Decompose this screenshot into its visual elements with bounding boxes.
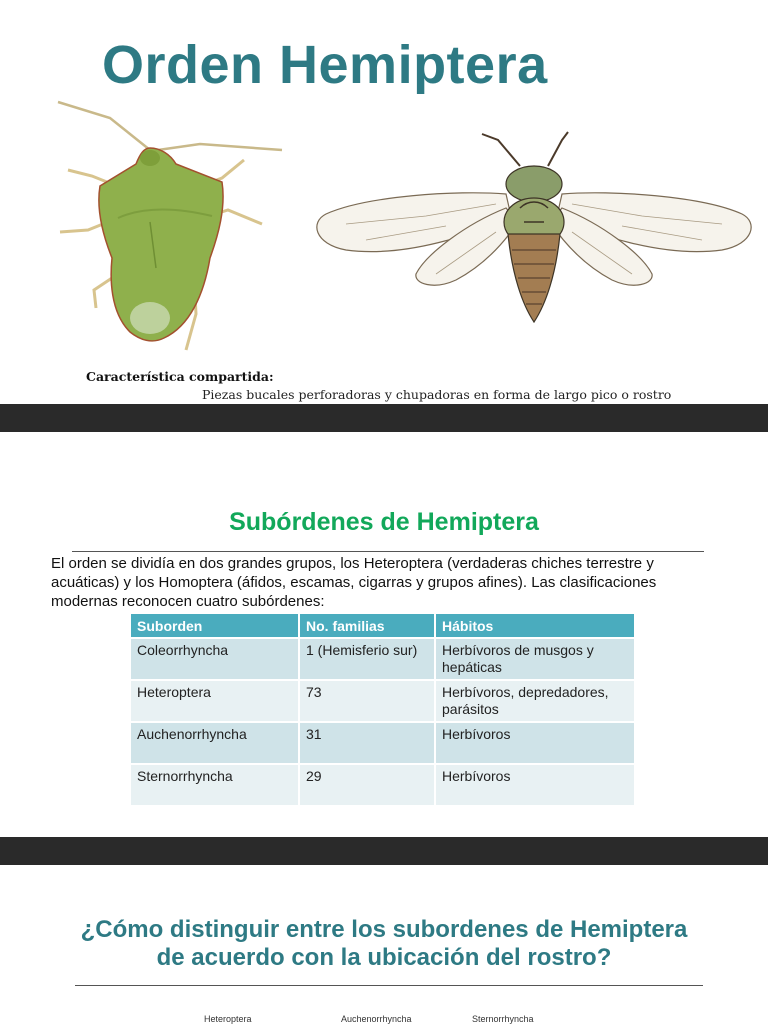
table-cell: Coleorrhyncha	[131, 638, 299, 680]
table-cell: 73	[299, 680, 435, 722]
slide-title: ¿Cómo distinguir entre los subordenes de Hemiptera de acuerdo con la ubicación del rostro?	[80, 916, 688, 971]
table-row	[131, 638, 635, 680]
slide-orden-hemiptera	[0, 0, 768, 404]
heteroptera-label: Heteroptera	[204, 1014, 252, 1024]
green-stink-bug-photo	[0, 98, 300, 360]
slide-subordenes	[0, 432, 768, 837]
slide-separator	[0, 837, 768, 865]
table-cell: Herbívoros	[435, 722, 635, 764]
column-header: Hábitos	[435, 614, 635, 638]
slide-rostro-ubicacion	[0, 865, 768, 1024]
auchenorrhyncha-label: Auchenorrhyncha	[341, 1014, 412, 1024]
table-cell: Herbívoros, depredadores, parásitos	[435, 680, 635, 722]
shared-characteristic-label: Característica compartida:	[86, 369, 274, 384]
slide-separator	[0, 404, 768, 432]
title-rule	[72, 551, 704, 552]
table-cell: Herbívoros	[435, 764, 635, 805]
title-rule	[75, 985, 703, 986]
table-row	[131, 764, 635, 805]
slide-title: Subórdenes de Hemiptera	[229, 508, 539, 536]
column-header: No. familias	[299, 614, 435, 638]
cicada-illustration	[306, 104, 762, 334]
table-row	[131, 722, 635, 764]
table-row	[131, 680, 635, 722]
intro-paragraph: El orden se dividía en dos grandes grupos, los Heteroptera (verdaderas chiches terrestre y acuáticas) y los Homoptera (áfidos, escamas, cigarras y grupos afines). Las clasificaciones modernas reconocen cuatro subórdenes:	[51, 555, 657, 610]
table-cell: Sternorrhyncha	[131, 764, 299, 805]
table-header-row	[131, 614, 635, 638]
table-cell: Auchenorrhyncha	[131, 722, 299, 764]
slide-title: Orden Hemiptera	[102, 35, 548, 95]
sternorrhyncha-label: Sternorrhyncha	[472, 1014, 534, 1024]
suborders-table	[131, 614, 636, 805]
column-header: Suborden	[131, 614, 299, 638]
shared-characteristic-text: Piezas bucales perforadoras y chupadoras en forma de largo pico o rostro	[202, 387, 672, 402]
table-cell: 31	[299, 722, 435, 764]
table-cell: 29	[299, 764, 435, 805]
table-cell: Heteroptera	[131, 680, 299, 722]
table-cell: Herbívoros de musgos y hepáticas	[435, 638, 635, 680]
table-cell: 1 (Hemisferio sur)	[299, 638, 435, 680]
